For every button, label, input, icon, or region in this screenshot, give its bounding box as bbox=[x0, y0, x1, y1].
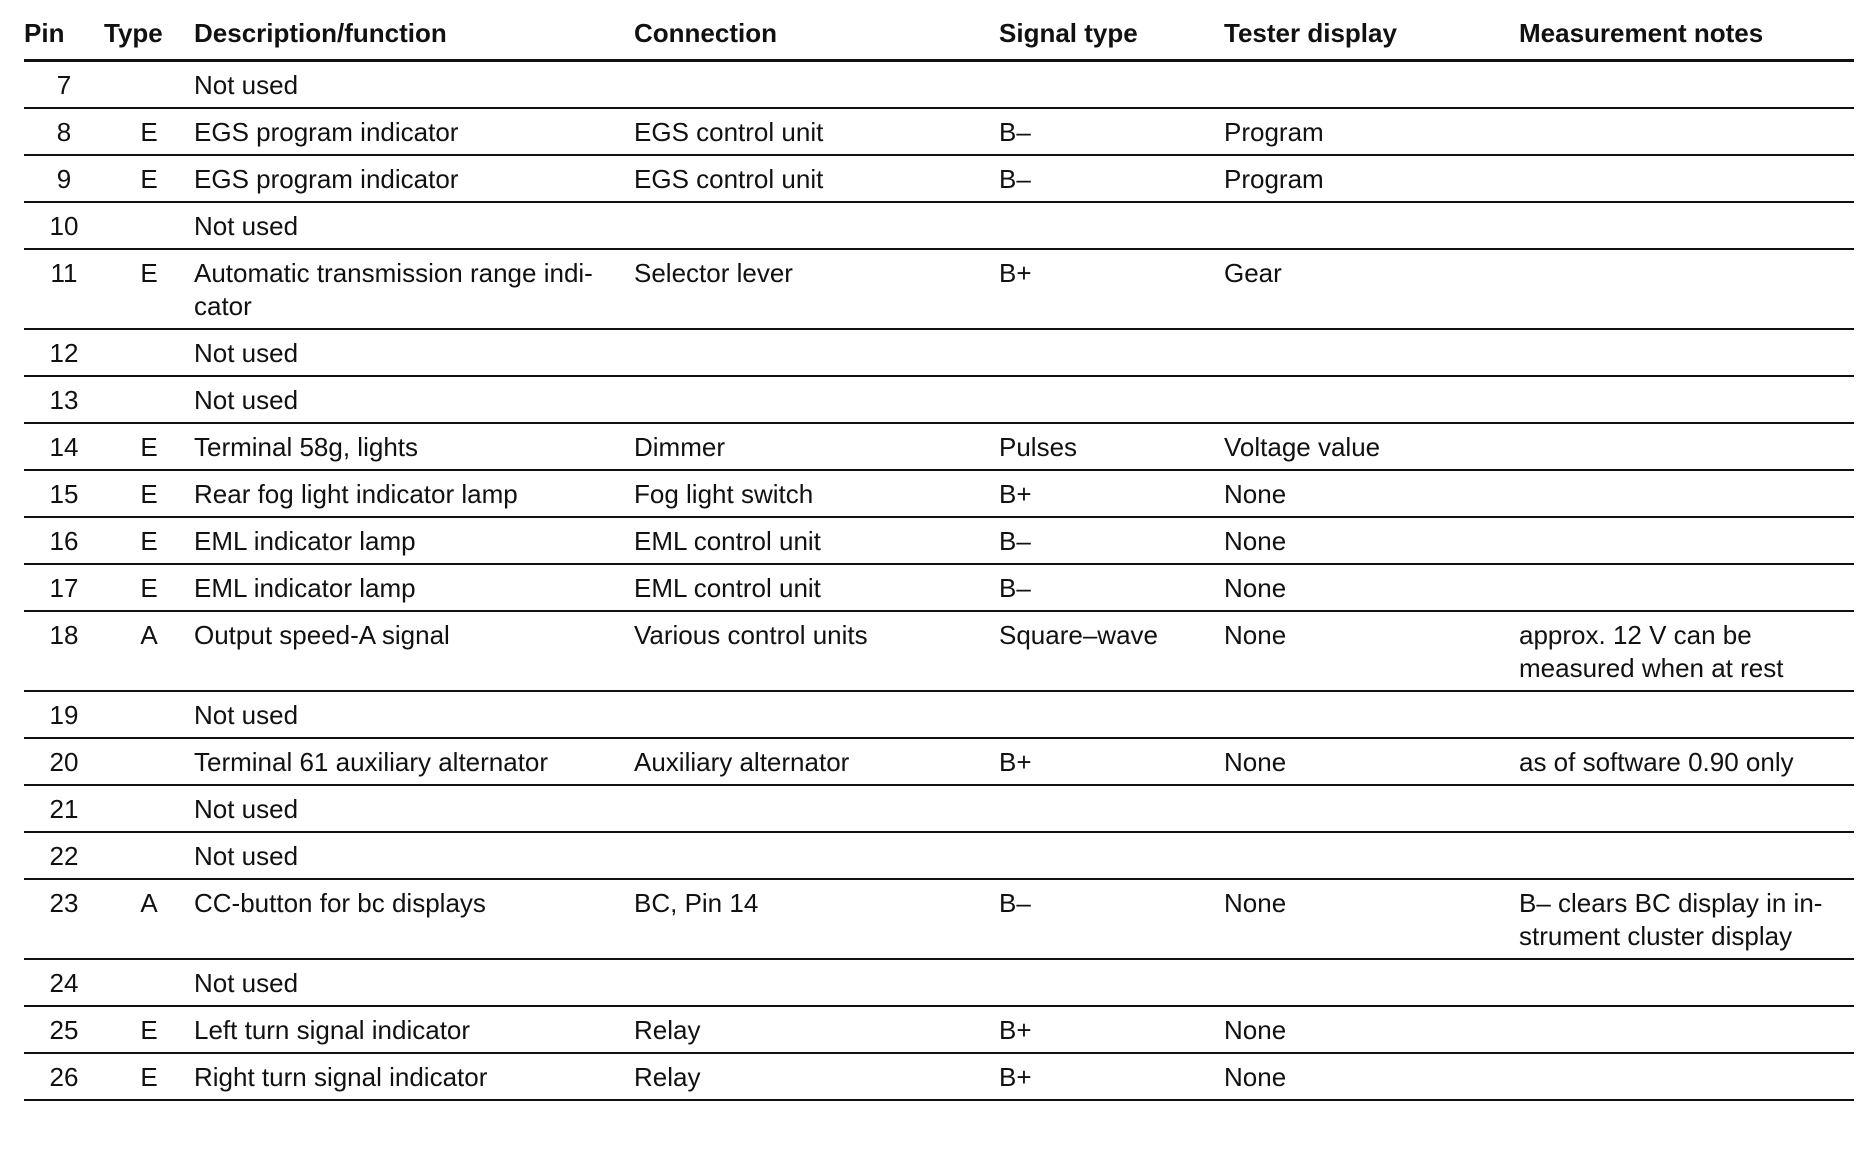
table-row bbox=[24, 691, 1854, 738]
header-tester-display: Tester display bbox=[1224, 14, 1519, 61]
cell-connection: Selector lever bbox=[634, 249, 999, 329]
cell-type: E bbox=[104, 517, 194, 564]
cell-measurement-notes bbox=[1519, 1053, 1854, 1100]
cell-tester-display: None bbox=[1224, 738, 1519, 785]
table-row bbox=[24, 470, 1854, 517]
cell-pin: 8 bbox=[24, 108, 104, 155]
cell-measurement-notes bbox=[1519, 202, 1854, 249]
cell-measurement-notes bbox=[1519, 155, 1854, 202]
cell-type bbox=[104, 691, 194, 738]
cell-type bbox=[104, 376, 194, 423]
table-row bbox=[24, 249, 1854, 329]
cell-type bbox=[104, 832, 194, 879]
cell-signal-type: Pulses bbox=[999, 423, 1224, 470]
cell-measurement-notes bbox=[1519, 470, 1854, 517]
cell-type: E bbox=[104, 564, 194, 611]
table-row bbox=[24, 423, 1854, 470]
cell-tester-display bbox=[1224, 691, 1519, 738]
cell-measurement-notes bbox=[1519, 785, 1854, 832]
cell-connection: EML control unit bbox=[634, 517, 999, 564]
cell-tester-display: None bbox=[1224, 879, 1519, 959]
header-pin: Pin bbox=[24, 14, 104, 61]
cell-pin: 12 bbox=[24, 329, 104, 376]
cell-description: EML indicator lamp bbox=[194, 564, 634, 611]
pin-assignment-table bbox=[24, 14, 1854, 1101]
cell-measurement-notes bbox=[1519, 959, 1854, 1006]
table-row bbox=[24, 61, 1854, 109]
cell-signal-type: Square–wave bbox=[999, 611, 1224, 691]
cell-tester-display: Voltage value bbox=[1224, 423, 1519, 470]
cell-tester-display: Program bbox=[1224, 155, 1519, 202]
table-header-row bbox=[24, 14, 1854, 61]
cell-pin: 23 bbox=[24, 879, 104, 959]
cell-tester-display: None bbox=[1224, 1053, 1519, 1100]
cell-connection bbox=[634, 691, 999, 738]
cell-measurement-notes bbox=[1519, 329, 1854, 376]
cell-description: Terminal 61 auxiliary alternator bbox=[194, 738, 634, 785]
cell-measurement-notes bbox=[1519, 517, 1854, 564]
cell-connection: Relay bbox=[634, 1006, 999, 1053]
table-row bbox=[24, 517, 1854, 564]
cell-type: E bbox=[104, 423, 194, 470]
cell-signal-type bbox=[999, 691, 1224, 738]
table-row bbox=[24, 832, 1854, 879]
cell-connection: Relay bbox=[634, 1053, 999, 1100]
cell-pin: 22 bbox=[24, 832, 104, 879]
cell-connection: EML control unit bbox=[634, 564, 999, 611]
table-row bbox=[24, 611, 1854, 691]
cell-measurement-notes bbox=[1519, 108, 1854, 155]
cell-tester-display bbox=[1224, 329, 1519, 376]
cell-pin: 26 bbox=[24, 1053, 104, 1100]
cell-type bbox=[104, 61, 194, 109]
cell-connection bbox=[634, 61, 999, 109]
cell-connection: EGS control unit bbox=[634, 155, 999, 202]
cell-pin: 11 bbox=[24, 249, 104, 329]
table-row bbox=[24, 564, 1854, 611]
cell-pin: 16 bbox=[24, 517, 104, 564]
cell-description: Rear fog light indicator lamp bbox=[194, 470, 634, 517]
cell-measurement-notes bbox=[1519, 423, 1854, 470]
cell-pin: 15 bbox=[24, 470, 104, 517]
cell-description: EGS program indicator bbox=[194, 108, 634, 155]
cell-tester-display bbox=[1224, 376, 1519, 423]
cell-measurement-notes: B– clears BC display in in-strument cluster display bbox=[1519, 879, 1854, 959]
table-row bbox=[24, 738, 1854, 785]
cell-connection bbox=[634, 785, 999, 832]
cell-type: E bbox=[104, 108, 194, 155]
cell-connection bbox=[634, 959, 999, 1006]
header-connection: Connection bbox=[634, 14, 999, 61]
cell-description: Left turn signal indicator bbox=[194, 1006, 634, 1053]
cell-measurement-notes bbox=[1519, 61, 1854, 109]
cell-measurement-notes bbox=[1519, 1006, 1854, 1053]
cell-connection: BC, Pin 14 bbox=[634, 879, 999, 959]
cell-pin: 20 bbox=[24, 738, 104, 785]
table-row bbox=[24, 1006, 1854, 1053]
cell-type: A bbox=[104, 879, 194, 959]
cell-description: EML indicator lamp bbox=[194, 517, 634, 564]
cell-signal-type bbox=[999, 785, 1224, 832]
cell-type: A bbox=[104, 611, 194, 691]
cell-signal-type: B+ bbox=[999, 1053, 1224, 1100]
cell-connection bbox=[634, 202, 999, 249]
cell-pin: 18 bbox=[24, 611, 104, 691]
cell-tester-display: None bbox=[1224, 611, 1519, 691]
cell-signal-type: B+ bbox=[999, 249, 1224, 329]
cell-pin: 10 bbox=[24, 202, 104, 249]
cell-measurement-notes bbox=[1519, 376, 1854, 423]
table-row bbox=[24, 785, 1854, 832]
cell-connection bbox=[634, 832, 999, 879]
cell-tester-display bbox=[1224, 202, 1519, 249]
cell-type: E bbox=[104, 249, 194, 329]
cell-type: E bbox=[104, 1006, 194, 1053]
cell-connection: Various control units bbox=[634, 611, 999, 691]
cell-tester-display: Program bbox=[1224, 108, 1519, 155]
cell-description: Not used bbox=[194, 832, 634, 879]
cell-type: E bbox=[104, 1053, 194, 1100]
cell-tester-display: None bbox=[1224, 564, 1519, 611]
cell-connection bbox=[634, 376, 999, 423]
cell-tester-display bbox=[1224, 959, 1519, 1006]
cell-description: Not used bbox=[194, 691, 634, 738]
cell-type bbox=[104, 202, 194, 249]
cell-connection: Dimmer bbox=[634, 423, 999, 470]
cell-signal-type bbox=[999, 329, 1224, 376]
table-row bbox=[24, 376, 1854, 423]
cell-pin: 21 bbox=[24, 785, 104, 832]
cell-description: Output speed-A signal bbox=[194, 611, 634, 691]
cell-pin: 17 bbox=[24, 564, 104, 611]
table-row bbox=[24, 1053, 1854, 1100]
cell-measurement-notes: as of software 0.90 only bbox=[1519, 738, 1854, 785]
cell-signal-type bbox=[999, 832, 1224, 879]
header-measurement-notes: Measurement notes bbox=[1519, 14, 1854, 61]
cell-signal-type bbox=[999, 959, 1224, 1006]
cell-signal-type bbox=[999, 61, 1224, 109]
cell-measurement-notes: approx. 12 V can be measured when at rest bbox=[1519, 611, 1854, 691]
cell-description: Automatic transmission range indi-cator bbox=[194, 249, 634, 329]
cell-description: Not used bbox=[194, 959, 634, 1006]
cell-description: CC-button for bc displays bbox=[194, 879, 634, 959]
cell-description: Not used bbox=[194, 376, 634, 423]
cell-signal-type bbox=[999, 202, 1224, 249]
cell-connection bbox=[634, 329, 999, 376]
cell-tester-display bbox=[1224, 61, 1519, 109]
cell-type: E bbox=[104, 155, 194, 202]
cell-pin: 13 bbox=[24, 376, 104, 423]
cell-type bbox=[104, 959, 194, 1006]
cell-description: Not used bbox=[194, 329, 634, 376]
table-row bbox=[24, 959, 1854, 1006]
cell-signal-type: B– bbox=[999, 517, 1224, 564]
table-row bbox=[24, 108, 1854, 155]
cell-signal-type bbox=[999, 376, 1224, 423]
cell-description: Right turn signal indicator bbox=[194, 1053, 634, 1100]
cell-pin: 14 bbox=[24, 423, 104, 470]
cell-measurement-notes bbox=[1519, 832, 1854, 879]
cell-measurement-notes bbox=[1519, 249, 1854, 329]
cell-description: Not used bbox=[194, 202, 634, 249]
cell-connection: Fog light switch bbox=[634, 470, 999, 517]
cell-measurement-notes bbox=[1519, 691, 1854, 738]
cell-signal-type: B+ bbox=[999, 1006, 1224, 1053]
table-row bbox=[24, 879, 1854, 959]
cell-connection: EGS control unit bbox=[634, 108, 999, 155]
cell-tester-display bbox=[1224, 832, 1519, 879]
cell-description: Not used bbox=[194, 61, 634, 109]
cell-type bbox=[104, 329, 194, 376]
cell-type: E bbox=[104, 470, 194, 517]
cell-tester-display bbox=[1224, 785, 1519, 832]
cell-pin: 25 bbox=[24, 1006, 104, 1053]
document-page bbox=[24, 14, 1854, 1101]
cell-signal-type: B+ bbox=[999, 470, 1224, 517]
cell-type bbox=[104, 785, 194, 832]
cell-tester-display: None bbox=[1224, 470, 1519, 517]
cell-description: Terminal 58g, lights bbox=[194, 423, 634, 470]
table-row bbox=[24, 329, 1854, 376]
cell-tester-display: None bbox=[1224, 517, 1519, 564]
cell-pin: 9 bbox=[24, 155, 104, 202]
header-type: Type bbox=[104, 14, 194, 61]
header-signal-type: Signal type bbox=[999, 14, 1224, 61]
cell-signal-type: B– bbox=[999, 879, 1224, 959]
cell-type bbox=[104, 738, 194, 785]
cell-signal-type: B– bbox=[999, 108, 1224, 155]
cell-description: EGS program indicator bbox=[194, 155, 634, 202]
cell-pin: 24 bbox=[24, 959, 104, 1006]
table-row bbox=[24, 202, 1854, 249]
cell-measurement-notes bbox=[1519, 564, 1854, 611]
cell-tester-display: None bbox=[1224, 1006, 1519, 1053]
cell-tester-display: Gear bbox=[1224, 249, 1519, 329]
cell-description: Not used bbox=[194, 785, 634, 832]
cell-pin: 7 bbox=[24, 61, 104, 109]
cell-pin: 19 bbox=[24, 691, 104, 738]
table-row bbox=[24, 155, 1854, 202]
header-description: Description/function bbox=[194, 14, 634, 61]
cell-connection: Auxiliary alternator bbox=[634, 738, 999, 785]
cell-signal-type: B– bbox=[999, 155, 1224, 202]
cell-signal-type: B+ bbox=[999, 738, 1224, 785]
cell-signal-type: B– bbox=[999, 564, 1224, 611]
